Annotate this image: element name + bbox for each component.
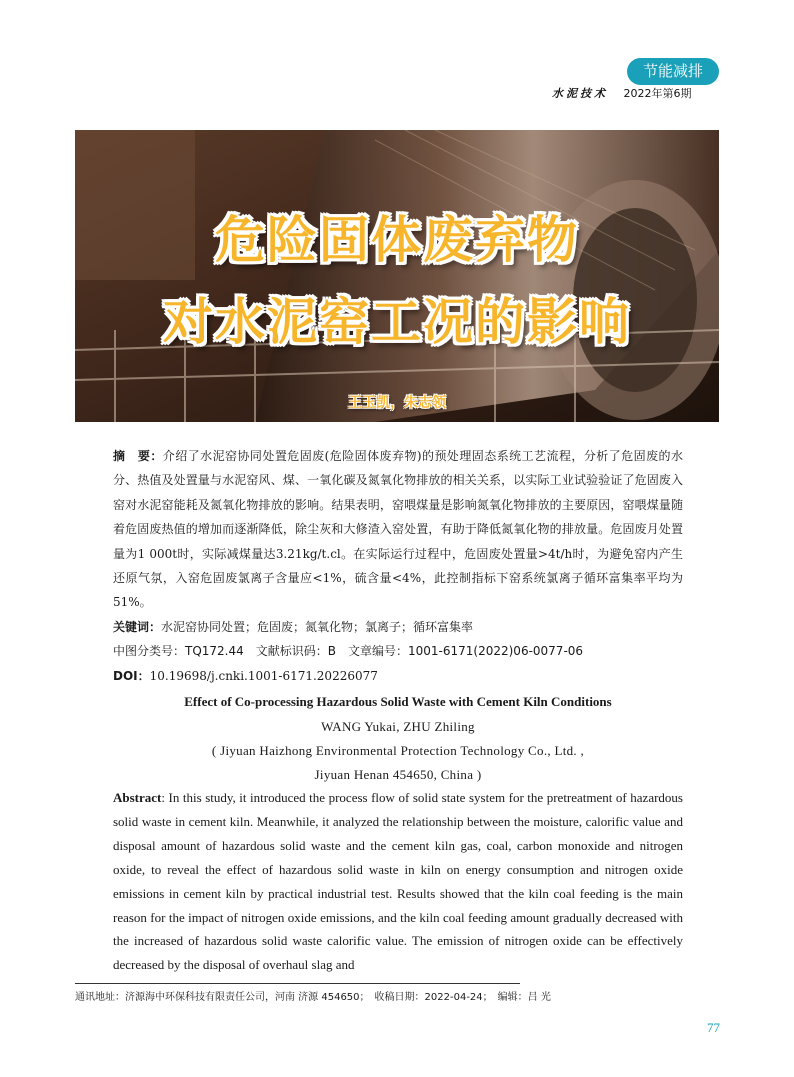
kiln-photo bbox=[75, 130, 719, 422]
english-title: Effect of Co-processing Hazardous Solid Waste with Cement Kiln Conditions bbox=[184, 694, 612, 709]
english-authors: WANG Yukai, ZHU Zhiling bbox=[321, 719, 475, 734]
journal-header bbox=[552, 85, 702, 103]
english-abstract-label: Abstract bbox=[113, 790, 162, 805]
footnote-divider bbox=[75, 983, 520, 984]
title-line-1: 危险固体废弃物 bbox=[215, 211, 579, 269]
english-abstract bbox=[113, 786, 683, 977]
keywords-cn bbox=[113, 615, 683, 639]
abstract-cn-text: 介绍了水泥窑协同处置危固废(危险固体废弃物)的预处理固态系统工艺流程，分析了危固废的水分、热值及处置量与水泥窑风、煤、一氧化碳及氮氧化物排放的相关关系，以实际工业试验验证了危固废入窑对水泥窑能耗及氮氧化物排放的影响。结果表明，窑喂煤量是影响氮氧化物排放的主要原因，窑喂煤量随着危固废热值的增加而逐渐降低，除尘灰和大修渣入窑处置，有助于降低氮氧化物的排放量。危固废月处置量为1 000t时，实际减煤量达3.21kg/t.cl。在实际运行过程中，危固废处置量>4t/h时，为避免窑内产生还原气氛，入窑危固废氯离子含量应<1%，硫含量<4%，此控制指标下窑系统氯离子循环富集率平均为51%。 bbox=[113, 449, 683, 610]
page-number: 77 bbox=[707, 1020, 720, 1035]
issue-label: 2022年第6期 bbox=[623, 87, 692, 100]
journal-name: 水泥技术 bbox=[552, 87, 608, 100]
english-abstract-text: : In this study, it introduced the process flow of solid state system for the pretreatment of hazardous solid waste in cement kiln. Meanwhile, it analyzed the relationship between the moisture, calorific value and disposal amount of hazardous solid waste and the cement kiln gas, coal, carbon monoxide and nitrogen oxide, to reveal the effect of hazardous solid waste in kiln on energy consumption and nitrogen oxide emissions in cement kiln by practical industrial test. Results showed that the kiln coal feeding is the main reason for the impact of nitrogen oxide emissions, and the kiln coal feeding amount gradually decreased with the increased of hazardous solid waste calorific value. The emission of nitrogen oxide can be effectively decreased by the disposal of overhaul slag and bbox=[113, 790, 683, 973]
english-affiliation-line-2: Jiyuan Henan 454650, China ) bbox=[314, 767, 482, 782]
title-line-2: 对水泥窑工况的影响 bbox=[163, 293, 631, 351]
abstract-cn bbox=[113, 444, 683, 615]
chinese-abstract-section bbox=[113, 444, 683, 688]
section-badge: 节能减排 bbox=[627, 58, 719, 85]
doi-text[interactable]: 10.19698/j.cnki.1001-6171.20226077 bbox=[149, 668, 378, 683]
abstract-cn-label: 摘 要： bbox=[113, 449, 163, 463]
title-banner-image bbox=[75, 130, 719, 422]
doi-label: DOI： bbox=[113, 668, 150, 683]
classification-line: 中图分类号：TQ172.44 文献标识码：B 文章编号：1001-6171(2022)06-0077-06 bbox=[113, 644, 584, 659]
keywords-text: 水泥窑协同处置；危固废；氮氧化物；氯离子；循环富集率 bbox=[161, 619, 474, 634]
doi-line bbox=[113, 664, 683, 688]
authors-cn: 王玉凯，朱志领 bbox=[348, 395, 446, 411]
keywords-label: 关键词： bbox=[113, 619, 162, 634]
english-affiliation-line-1: ( Jiyuan Haizhong Environmental Protection Technology Co., Ltd. , bbox=[211, 743, 585, 758]
footnote: 通讯地址：济源海中环保科技有限责任公司，河南 济源 454650； 收稿日期：2022-04-24； 编辑：吕 光 bbox=[75, 992, 551, 1003]
